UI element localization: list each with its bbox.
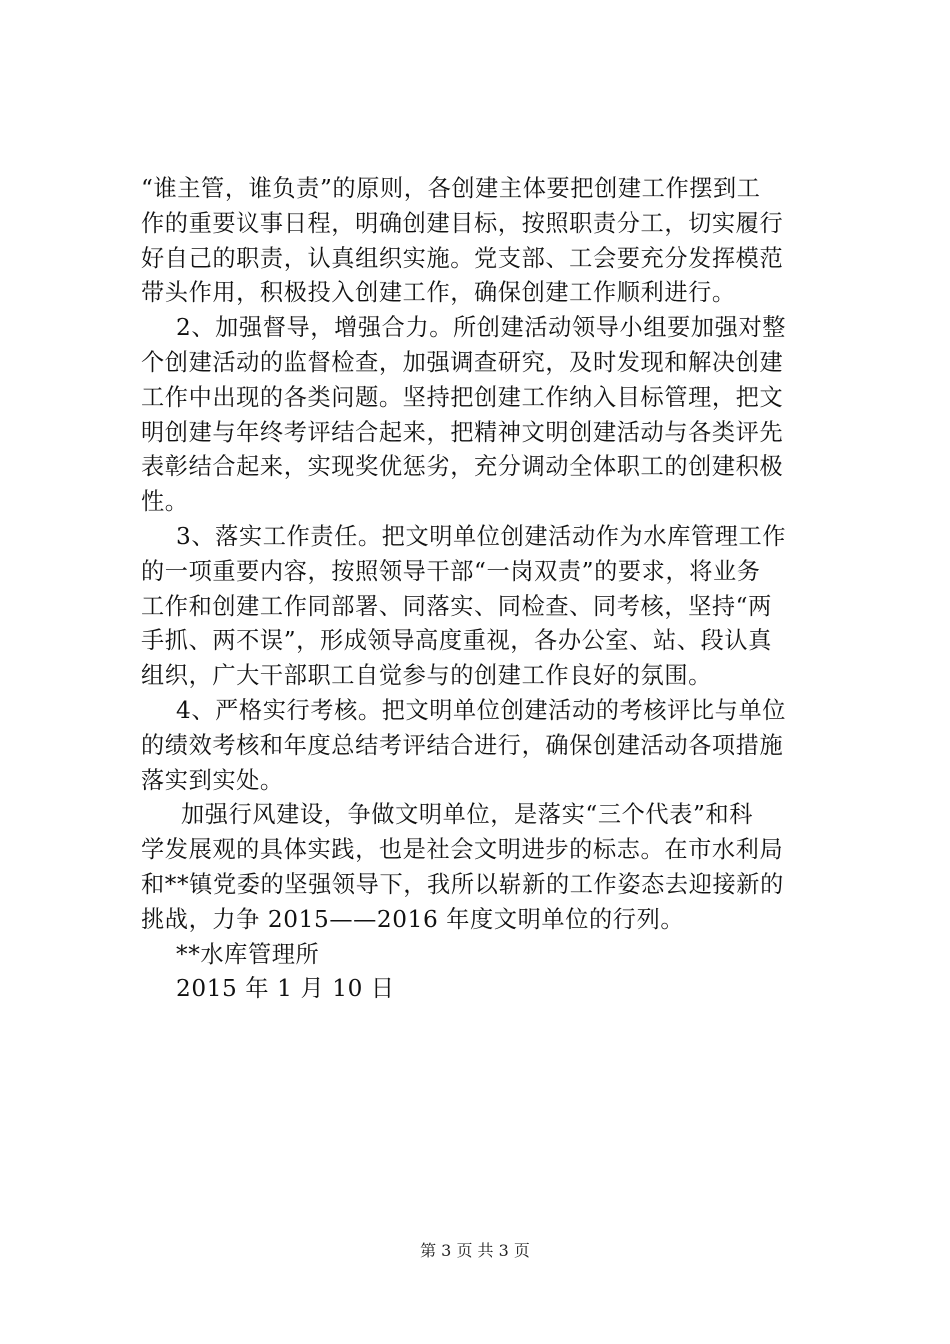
body-line: 手抓、两不误”，形成领导高度重视，各办公室、站、段认真 [141,627,772,655]
body-line: 的一项重要内容，按照领导干部“一岗双责”的要求，将业务 [141,557,761,585]
body-line: 3、落实工作责任。把文明单位创建活动作为水库管理工作 [176,522,787,550]
body-line: 组织，广大干部职工自觉参与的创建工作良好的氛围。 [141,662,712,690]
body-line: 个创建活动的监督检查，加强调查研究，及时发现和解决创建 [141,348,784,376]
body-line: 的绩效考核和年度总结考评结合进行，确保创建活动各项措施 [141,731,784,759]
body-line: 落实到实处。 [141,766,284,794]
body-line: 作的重要议事日程，明确创建目标，按照职责分工，切实履行 [141,209,784,237]
signature-date: 2015 年 1 月 10 日 [176,975,395,1003]
body-line: 2、加强督导，增强合力。所创建活动领导小组要加强对整 [176,314,787,342]
body-line: 性。 [141,488,189,516]
body-line: 4、严格实行考核。把文明单位创建活动的考核评比与单位 [176,696,787,724]
page-footer: 第 3 页 共 3 页 [420,1241,530,1260]
body-line: “谁主管，谁负责”的原则，各创建主体要把创建工作摆到工 [141,175,761,202]
body-line: 好自己的职责，认真组织实施。党支部、工会要充分发挥模范 [141,244,784,272]
body-line: 挑战，力争 2015——2016 年度文明单位的行列。 [141,905,685,933]
body-line: 工作中出现的各类问题。坚持把创建工作纳入目标管理，把文 [141,383,784,411]
body-line: 明创建与年终考评结合起来，把精神文明创建活动与各类评先 [141,418,784,446]
body-line: 学发展观的具体实践，也是社会文明进步的标志。在市水利局 [141,836,784,864]
document-body [141,172,831,1007]
body-line: 工作和创建工作同部署、同落实、同检查、同考核，坚持“两 [141,592,772,620]
body-line: 和**镇党委的坚强领导下，我所以崭新的工作姿态去迎接新的 [141,870,784,898]
body-line: 加强行风建设，争做文明单位，是落实“三个代表”和科 [181,801,754,829]
body-line: 表彰结合起来，实现奖优惩劣，充分调动全体职工的创建积极 [141,453,784,481]
signature-org: **水库管理所 [176,940,320,968]
body-line: 带头作用，积极投入创建工作，确保创建工作顺利进行。 [141,279,736,307]
